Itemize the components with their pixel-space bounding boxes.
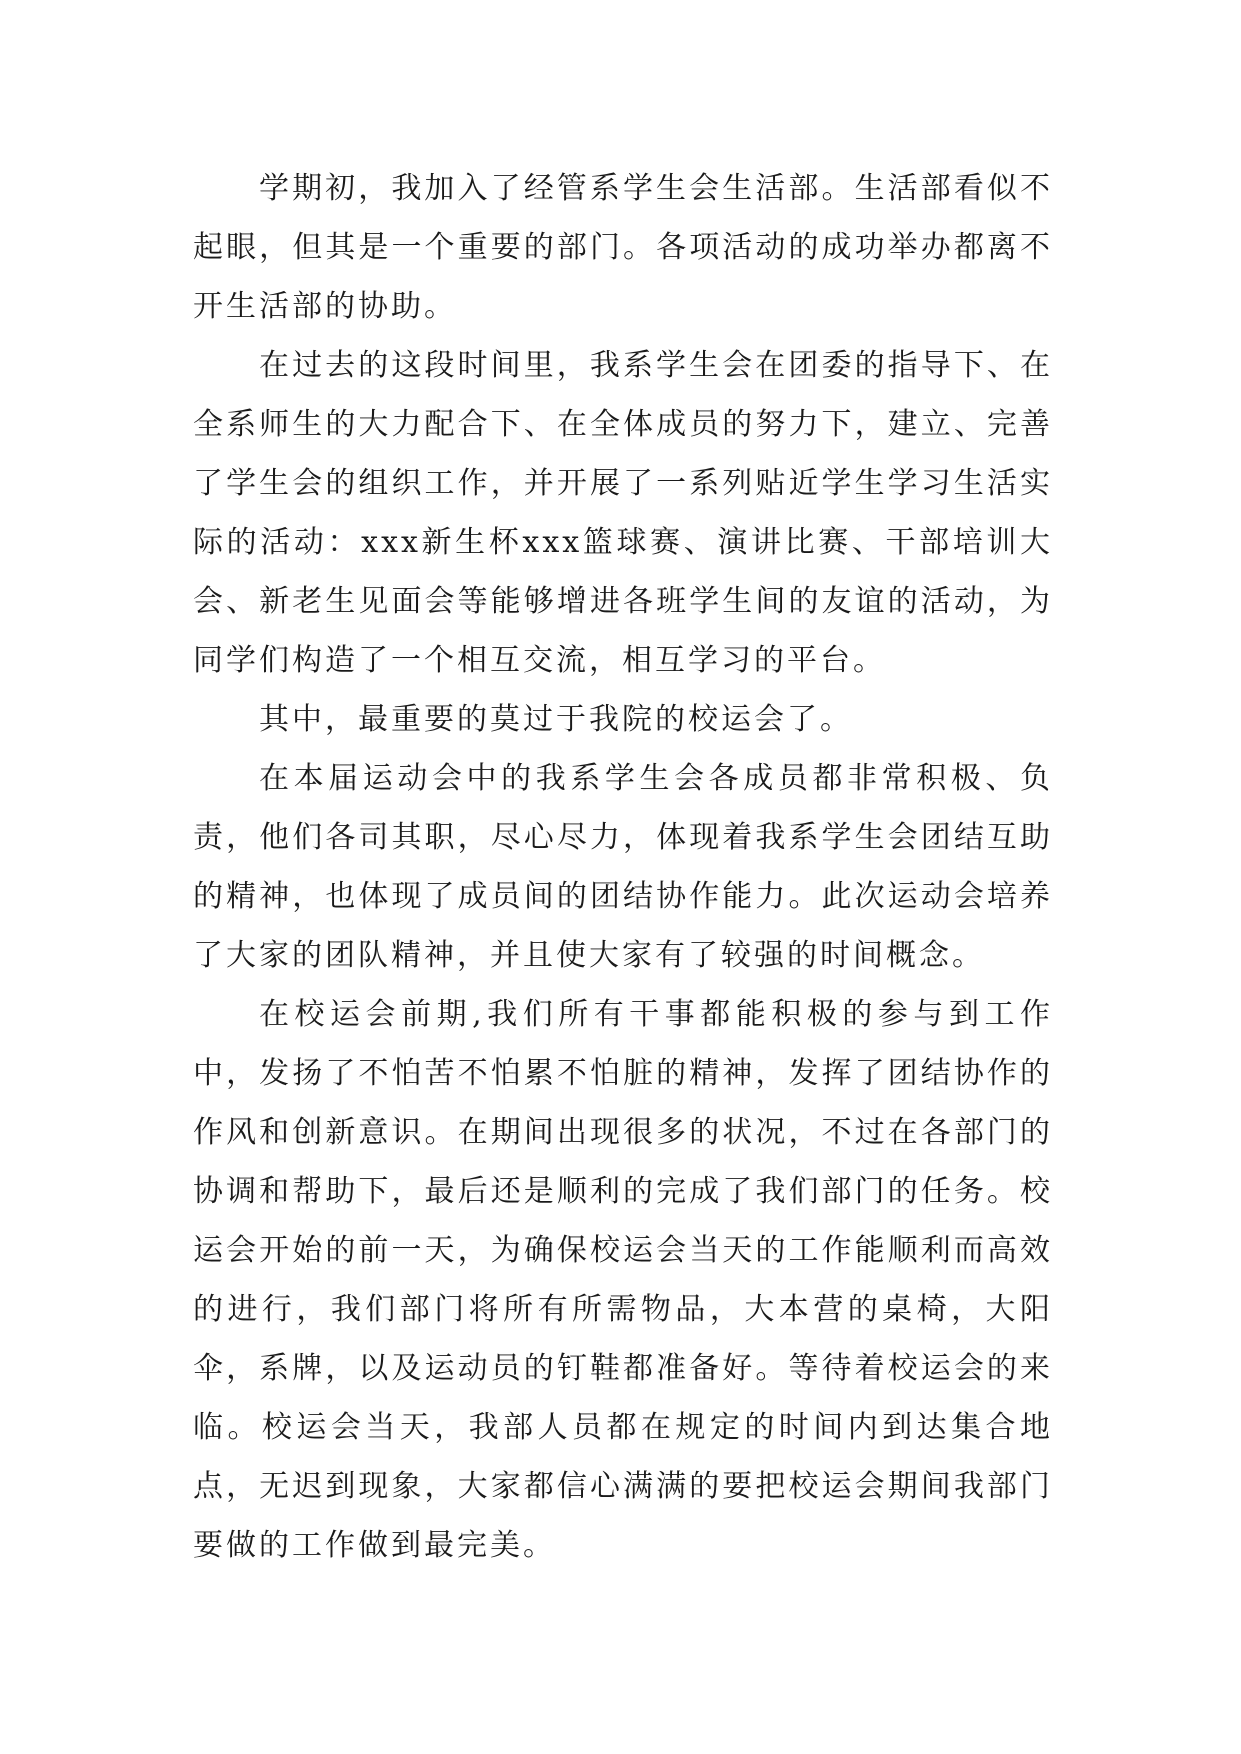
paragraph: 其中，最重要的莫过于我院的校运会了。 <box>259 702 853 737</box>
paragraph: 在过去的这段时间里，我系学生会在团委的指导下、在全系师生的大力配合下、在全体成员的努力下，建立、完善了学生会的组织工作，并开展了一系列贴近学生学习生活实际的活动：xxx新生杯xxx篮球赛、演讲比赛、干部培训大会、新老生见面会等能够增进各班学生间的友谊的活动，为同学们构造了一个相互交流，相互学习的平台。 <box>193 348 1053 678</box>
document-body <box>193 159 1053 1575</box>
paragraph: 学期初，我加入了经管系学生会生活部。生活部看似不起眼，但其是一个重要的部门。各项活动的成功举办都离不开生活部的协助。 <box>193 171 1053 324</box>
paragraph: 在本届运动会中的我系学生会各成员都非常积极、负责，他们各司其职，尽心尽力，体现着我系学生会团结互助的精神，也体现了成员间的团结协作能力。此次运动会培养了大家的团队精神，并且使大家有了较强的时间概念。 <box>193 761 1053 973</box>
paragraph: 在校运会前期,我们所有干事都能积极的参与到工作中，发扬了不怕苦不怕累不怕脏的精神，发挥了团结协作的作风和创新意识。在期间出现很多的状况，不过在各部门的协调和帮助下，最后还是顺利的完成了我们部门的任务。校运会开始的前一天，为确保校运会当天的工作能顺利而高效的进行，我们部门将所有所需物品，大本营的桌椅，大阳伞，系牌，以及运动员的钉鞋都准备好。等待着校运会的来临。校运会当天，我部人员都在规定的时间内到达集合地点，无迟到现象，大家都信心满满的要把校运会期间我部门要做的工作做到最完美。 <box>193 997 1053 1563</box>
